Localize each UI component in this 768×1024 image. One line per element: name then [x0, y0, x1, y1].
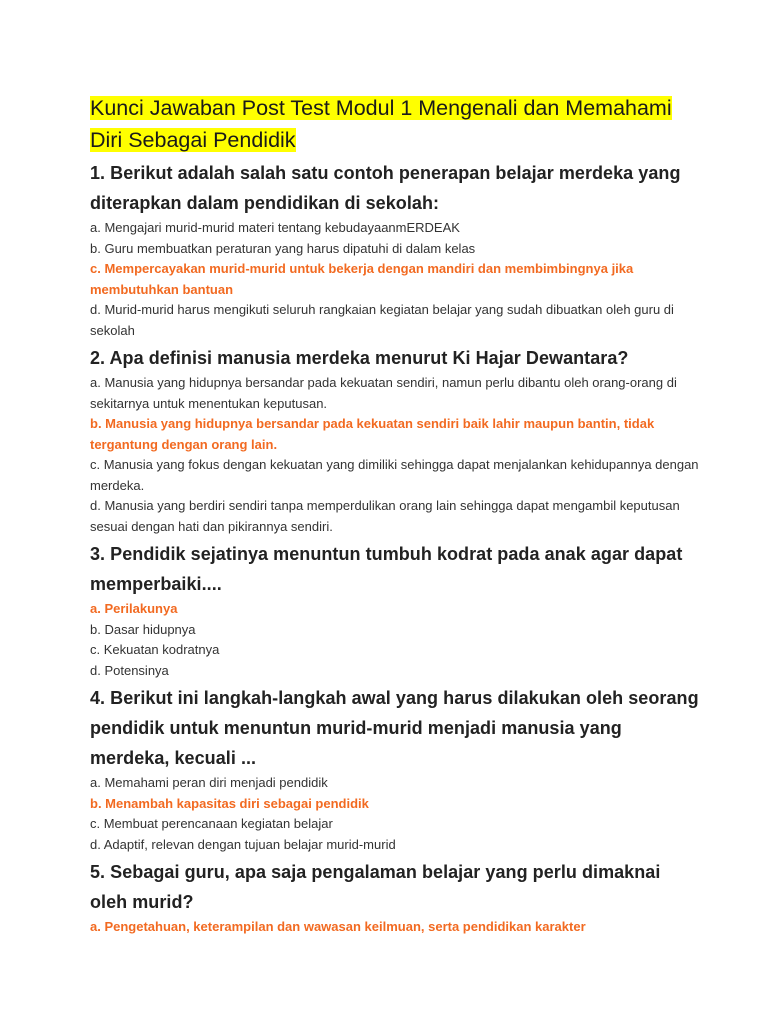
- question-block: [90, 683, 700, 855]
- question-text: 3. Pendidik sejatinya menuntun tumbuh kodrat pada anak agar dapat memperbaiki....: [90, 544, 683, 594]
- question-list: [90, 158, 700, 938]
- answer-option: b. Guru membuatkan peraturan yang harus dipatuhi di dalam kelas: [90, 240, 476, 256]
- question-block: [90, 857, 700, 938]
- answer-option: d. Manusia yang berdiri sendiri tanpa memperdulikan orang lain sehingga dapat mengambil keputusan sesuai dengan hati dan pikirannya sendiri.: [90, 498, 680, 534]
- correct-answer-option: c. Mempercayakan murid-murid untuk bekerja dengan mandiri dan membimbingnya jika membutuhkan bantuan: [90, 261, 634, 297]
- correct-answer-option: b. Manusia yang hidupnya bersandar pada kekuatan sendiri baik lahir maupun bantin, tidak tergantung dengan orang lain.: [90, 416, 655, 452]
- question-block: [90, 539, 700, 681]
- answer-option: d. Adaptif, relevan dengan tujuan belajar murid-murid: [90, 836, 396, 852]
- question-text: 5. Sebagai guru, apa saja pengalaman belajar yang perlu dimaknai oleh murid?: [90, 862, 661, 912]
- question-block: [90, 343, 700, 537]
- correct-answer-option: b. Menambah kapasitas diri sebagai pendidik: [90, 795, 369, 811]
- answer-option: a. Mengajari murid-murid materi tentang kebudayaanmERDEAK: [90, 220, 460, 235]
- document-title: Kunci Jawaban Post Test Modul 1 Mengenali dan Memahami Diri Sebagai Pendidik: [90, 96, 672, 152]
- document-content: [90, 92, 700, 938]
- document-title-block: [90, 92, 700, 156]
- answer-option: a. Memahami peran diri menjadi pendidik: [90, 775, 328, 790]
- answer-option: c. Membuat perencanaan kegiatan belajar: [90, 816, 333, 831]
- answer-option: c. Kekuatan kodratnya: [90, 642, 220, 657]
- correct-answer-option: a. Pengetahuan, keterampilan dan wawasan keilmuan, serta pendidikan karakter: [90, 919, 586, 934]
- question-block: [90, 158, 700, 341]
- question-text: 1. Berikut adalah salah satu contoh penerapan belajar merdeka yang diterapkan dalam pendidikan di sekolah:: [90, 163, 681, 213]
- correct-answer-option: a. Perilakunya: [90, 601, 178, 616]
- answer-option: a. Manusia yang hidupnya bersandar pada kekuatan sendiri, namun perlu dibantu oleh orang-orang di sekitarnya untuk menentukan keputusan.: [90, 375, 677, 411]
- question-text: 4. Berikut ini langkah-langkah awal yang harus dilakukan oleh seorang pendidik untuk menuntun murid-murid menjadi manusia yang merdeka, kecuali ...: [90, 688, 699, 768]
- answer-option: b. Dasar hidupnya: [90, 621, 196, 637]
- answer-option: d. Murid-murid harus mengikuti seluruh rangkaian kegiatan belajar yang sudah dibuatkan oleh guru di sekolah: [90, 302, 674, 338]
- answer-option: d. Potensinya: [90, 662, 169, 678]
- question-text: 2. Apa definisi manusia merdeka menurut Ki Hajar Dewantara?: [90, 348, 629, 368]
- answer-option: c. Manusia yang fokus dengan kekuatan yang dimiliki sehingga dapat menjalankan kehidupannya dengan merdeka.: [90, 457, 699, 493]
